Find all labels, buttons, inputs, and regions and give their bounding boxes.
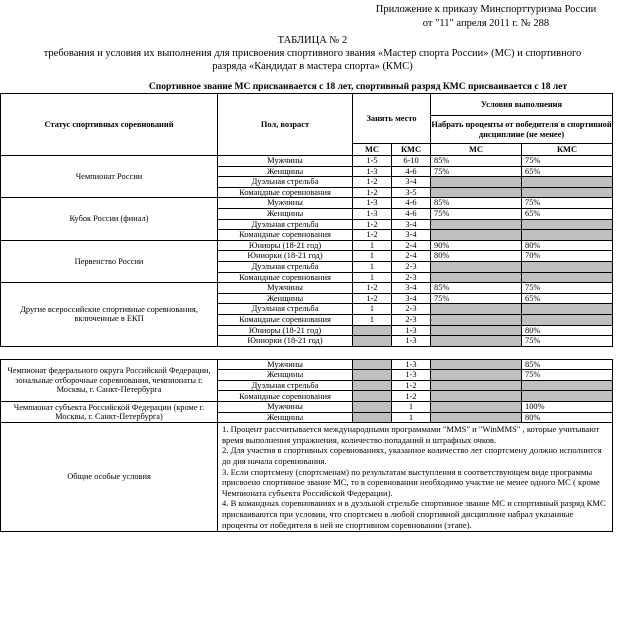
percent-ms: [431, 230, 522, 241]
gender-age: Юниорки (18-21 год): [218, 251, 353, 262]
table-row: [1, 283, 613, 294]
gender-age: Женщины: [218, 293, 353, 304]
gender-age: Дуэльная стрельба: [218, 380, 353, 391]
place-ms: 1-2: [353, 293, 392, 304]
percent-ms: [431, 261, 522, 272]
gender-age: Юниоры (18-21 год): [218, 325, 353, 336]
gender-age: Женщины: [218, 208, 353, 219]
place-ms: [353, 336, 392, 347]
place-kms: 3-4: [392, 283, 431, 294]
place-kms: 6-10: [392, 156, 431, 167]
place-kms: 1: [392, 412, 431, 423]
age-banner: Спортивное звание МС присваивается с 18 лет, спортивный разряд КМС присваивается с 18 лет: [148, 82, 568, 92]
gender-age: Дуэльная стрельба: [218, 304, 353, 315]
percent-ms: [431, 336, 522, 347]
percent-ms: [431, 370, 522, 381]
place-ms: [353, 402, 392, 413]
percent-ms: [431, 314, 522, 325]
place-ms: 1-2: [353, 187, 392, 198]
competition-status: Чемпионат федерального округа Российской Федерации, зональные отборочные соревнования, чемпионаты г. Москвы, г. Санкт-Петербурга: [1, 359, 218, 401]
gender-age: Командные соревнования: [218, 272, 353, 283]
percent-ms: 85%: [431, 283, 522, 294]
table-row: [1, 402, 613, 413]
gap-cell: [1, 346, 613, 359]
place-kms: 3-4: [392, 230, 431, 241]
percent-kms: [522, 380, 613, 391]
document-header: [361, 3, 611, 31]
percent-ms: [431, 359, 522, 370]
special-conditions-label: Общие особые условия: [1, 423, 218, 532]
gender-age: Женщины: [218, 166, 353, 177]
percent-kms: 100%: [522, 402, 613, 413]
percent-kms: [522, 187, 613, 198]
special-conditions-notes: [218, 423, 613, 532]
percent-kms: 85%: [522, 359, 613, 370]
column-header-conditions: Условия выполнения: [431, 94, 613, 116]
gender-age: Женщины: [218, 370, 353, 381]
percent-kms: [522, 219, 613, 230]
column-header-place-kms: КМС: [392, 144, 431, 156]
place-ms: 1-3: [353, 198, 392, 209]
place-kms: 2-4: [392, 240, 431, 251]
competition-status: Чемпионат субъекта Российской Федерации (кроме г. Москвы, г. Санкт-Петербурга): [1, 402, 218, 423]
percent-kms: 80%: [522, 325, 613, 336]
percent-kms: 75%: [522, 336, 613, 347]
table-row: [1, 156, 613, 167]
place-kms: 1-2: [392, 391, 431, 402]
gender-age: Мужчины: [218, 283, 353, 294]
place-ms: 1-5: [353, 156, 392, 167]
column-header-place-ms: МС: [353, 144, 392, 156]
place-kms: 2-3: [392, 304, 431, 315]
gender-age: Мужчины: [218, 156, 353, 167]
percent-ms: [431, 412, 522, 423]
gender-age: Дуэльная стрельба: [218, 261, 353, 272]
column-header-gender: Пол, возраст: [218, 94, 353, 156]
place-ms: 1-2: [353, 177, 392, 188]
table-title: [0, 34, 625, 73]
percent-ms: 90%: [431, 240, 522, 251]
percent-kms: 70%: [522, 251, 613, 262]
percent-kms: 75%: [522, 370, 613, 381]
percent-ms: [431, 402, 522, 413]
place-ms: [353, 380, 392, 391]
percent-kms: [522, 272, 613, 283]
place-ms: 1-2: [353, 283, 392, 294]
column-header-pct-ms: МС: [431, 144, 522, 156]
column-header-status: Статус спортивных соревнований: [1, 94, 218, 156]
percent-ms: [431, 272, 522, 283]
place-kms: 3-4: [392, 219, 431, 230]
place-kms: 2-4: [392, 251, 431, 262]
table-number: ТАБЛИЦА № 2: [277, 35, 348, 46]
place-kms: 4-6: [392, 166, 431, 177]
percent-kms: [522, 261, 613, 272]
gender-age: Юниорки (18-21 год): [218, 336, 353, 347]
percent-ms: [431, 380, 522, 391]
place-kms: 2-3: [392, 272, 431, 283]
gender-age: Мужчины: [218, 359, 353, 370]
special-note: 1. Процент рассчитывается международными программами "MMS" и "WinMMS" , которые учитывают время выполнения упражнения, количество попаданий и штрафных очков.: [222, 424, 600, 445]
percent-ms: [431, 187, 522, 198]
gender-age: Командные соревнования: [218, 187, 353, 198]
percent-kms: [522, 177, 613, 188]
percent-ms: 85%: [431, 156, 522, 167]
gender-age: Женщины: [218, 412, 353, 423]
place-ms: 1: [353, 304, 392, 315]
percent-ms: 85%: [431, 198, 522, 209]
competition-status: Чемпионат России: [1, 156, 218, 198]
place-ms: [353, 391, 392, 402]
column-header-percent: Набрать проценты от победителя в спортивной дисциплине (не менее): [431, 116, 613, 144]
percent-kms: 65%: [522, 166, 613, 177]
table-row: [1, 198, 613, 209]
percent-kms: [522, 230, 613, 241]
place-kms: 1-3: [392, 359, 431, 370]
percent-kms: [522, 391, 613, 402]
place-kms: 4-6: [392, 208, 431, 219]
title-desc-2: разряда «Кандидат в мастера спорта» (КМС): [212, 61, 413, 72]
percent-ms: 75%: [431, 293, 522, 304]
percent-ms: 80%: [431, 251, 522, 262]
competition-status: Первенство России: [1, 240, 218, 282]
special-note: 3. Если спортсмену (спортсменам) по результатам выступления в соответствующем виде программы присвоено спортивное звание МС, то в соревновании необходимо участие не менее одного МС ( кроме Чемпионата субъекта Российской Федерации).: [222, 466, 600, 498]
percent-ms: [431, 325, 522, 336]
percent-ms: [431, 304, 522, 315]
percent-ms: [431, 219, 522, 230]
header-line-1: Приложение к приказу Минспорттуризма России: [375, 4, 597, 15]
gender-age: Командные соревнования: [218, 314, 353, 325]
place-kms: 1-2: [392, 380, 431, 391]
percent-kms: 75%: [522, 283, 613, 294]
place-ms: 1: [353, 314, 392, 325]
percent-kms: [522, 304, 613, 315]
gender-age: Дуэльная стрельба: [218, 177, 353, 188]
requirements-table: [0, 93, 613, 532]
competition-status: Другие всероссийские спортивные соревнования, включенные в ЕКП: [1, 283, 218, 347]
percent-kms: 75%: [522, 156, 613, 167]
place-kms: 1: [392, 402, 431, 413]
place-kms: 3-4: [392, 293, 431, 304]
place-kms: 2-3: [392, 261, 431, 272]
percent-ms: 75%: [431, 208, 522, 219]
place-ms: 1: [353, 251, 392, 262]
place-ms: 1: [353, 240, 392, 251]
header-line-2: от "11" апреля 2011 г. № 288: [422, 18, 550, 29]
place-kms: 2-3: [392, 314, 431, 325]
place-kms: 4-6: [392, 198, 431, 209]
percent-kms: 75%: [522, 198, 613, 209]
place-kms: 1-3: [392, 370, 431, 381]
gender-age: Командные соревнования: [218, 391, 353, 402]
table-gap-row: [1, 346, 613, 359]
special-note: 2. Для участия в спортивных соревнованиях, указанное количество лет спортсмену должно исполнится до дня начала соревнования.: [222, 445, 602, 467]
competition-status: Кубок России (финал): [1, 198, 218, 240]
gender-age: Юниоры (18-21 год): [218, 240, 353, 251]
column-header-place: Занять место: [353, 94, 431, 144]
place-ms: 1: [353, 261, 392, 272]
place-ms: 1-2: [353, 230, 392, 241]
title-desc-1: требования и условия их выполнения для присвоения спортивного звания «Мастер спорта России» (МС) и спортивного: [43, 48, 582, 59]
place-kms: 3-5: [392, 187, 431, 198]
place-kms: 1-3: [392, 325, 431, 336]
gender-age: Мужчины: [218, 198, 353, 209]
place-ms: [353, 370, 392, 381]
percent-ms: [431, 391, 522, 402]
special-note: 4. В командных соревнованиях и в дуэльной стрельбе спортивное звание МС и спортивный разряд КМС присваиваются при условии, что спортсмен в любой спортивной дисциплине набрал указанные проценты от победителя в ней не спортивном соревновании (этапе).: [222, 498, 606, 530]
gender-age: Дуэльная стрельба: [218, 219, 353, 230]
percent-kms: 65%: [522, 293, 613, 304]
percent-kms: 80%: [522, 412, 613, 423]
table-row: [1, 359, 613, 370]
place-ms: [353, 412, 392, 423]
gender-age: Командные соревнования: [218, 230, 353, 241]
percent-ms: [431, 177, 522, 188]
table-row: [1, 240, 613, 251]
percent-kms: 65%: [522, 208, 613, 219]
place-ms: [353, 325, 392, 336]
place-kms: 1-3: [392, 336, 431, 347]
special-conditions-row: [1, 423, 613, 532]
percent-ms: 75%: [431, 166, 522, 177]
place-ms: 1-3: [353, 166, 392, 177]
percent-kms: [522, 314, 613, 325]
percent-kms: 80%: [522, 240, 613, 251]
place-ms: [353, 359, 392, 370]
place-kms: 3-4: [392, 177, 431, 188]
place-ms: 1: [353, 272, 392, 283]
gender-age: Мужчины: [218, 402, 353, 413]
place-ms: 1-3: [353, 208, 392, 219]
place-ms: 1-2: [353, 219, 392, 230]
column-header-pct-kms: КМС: [522, 144, 613, 156]
